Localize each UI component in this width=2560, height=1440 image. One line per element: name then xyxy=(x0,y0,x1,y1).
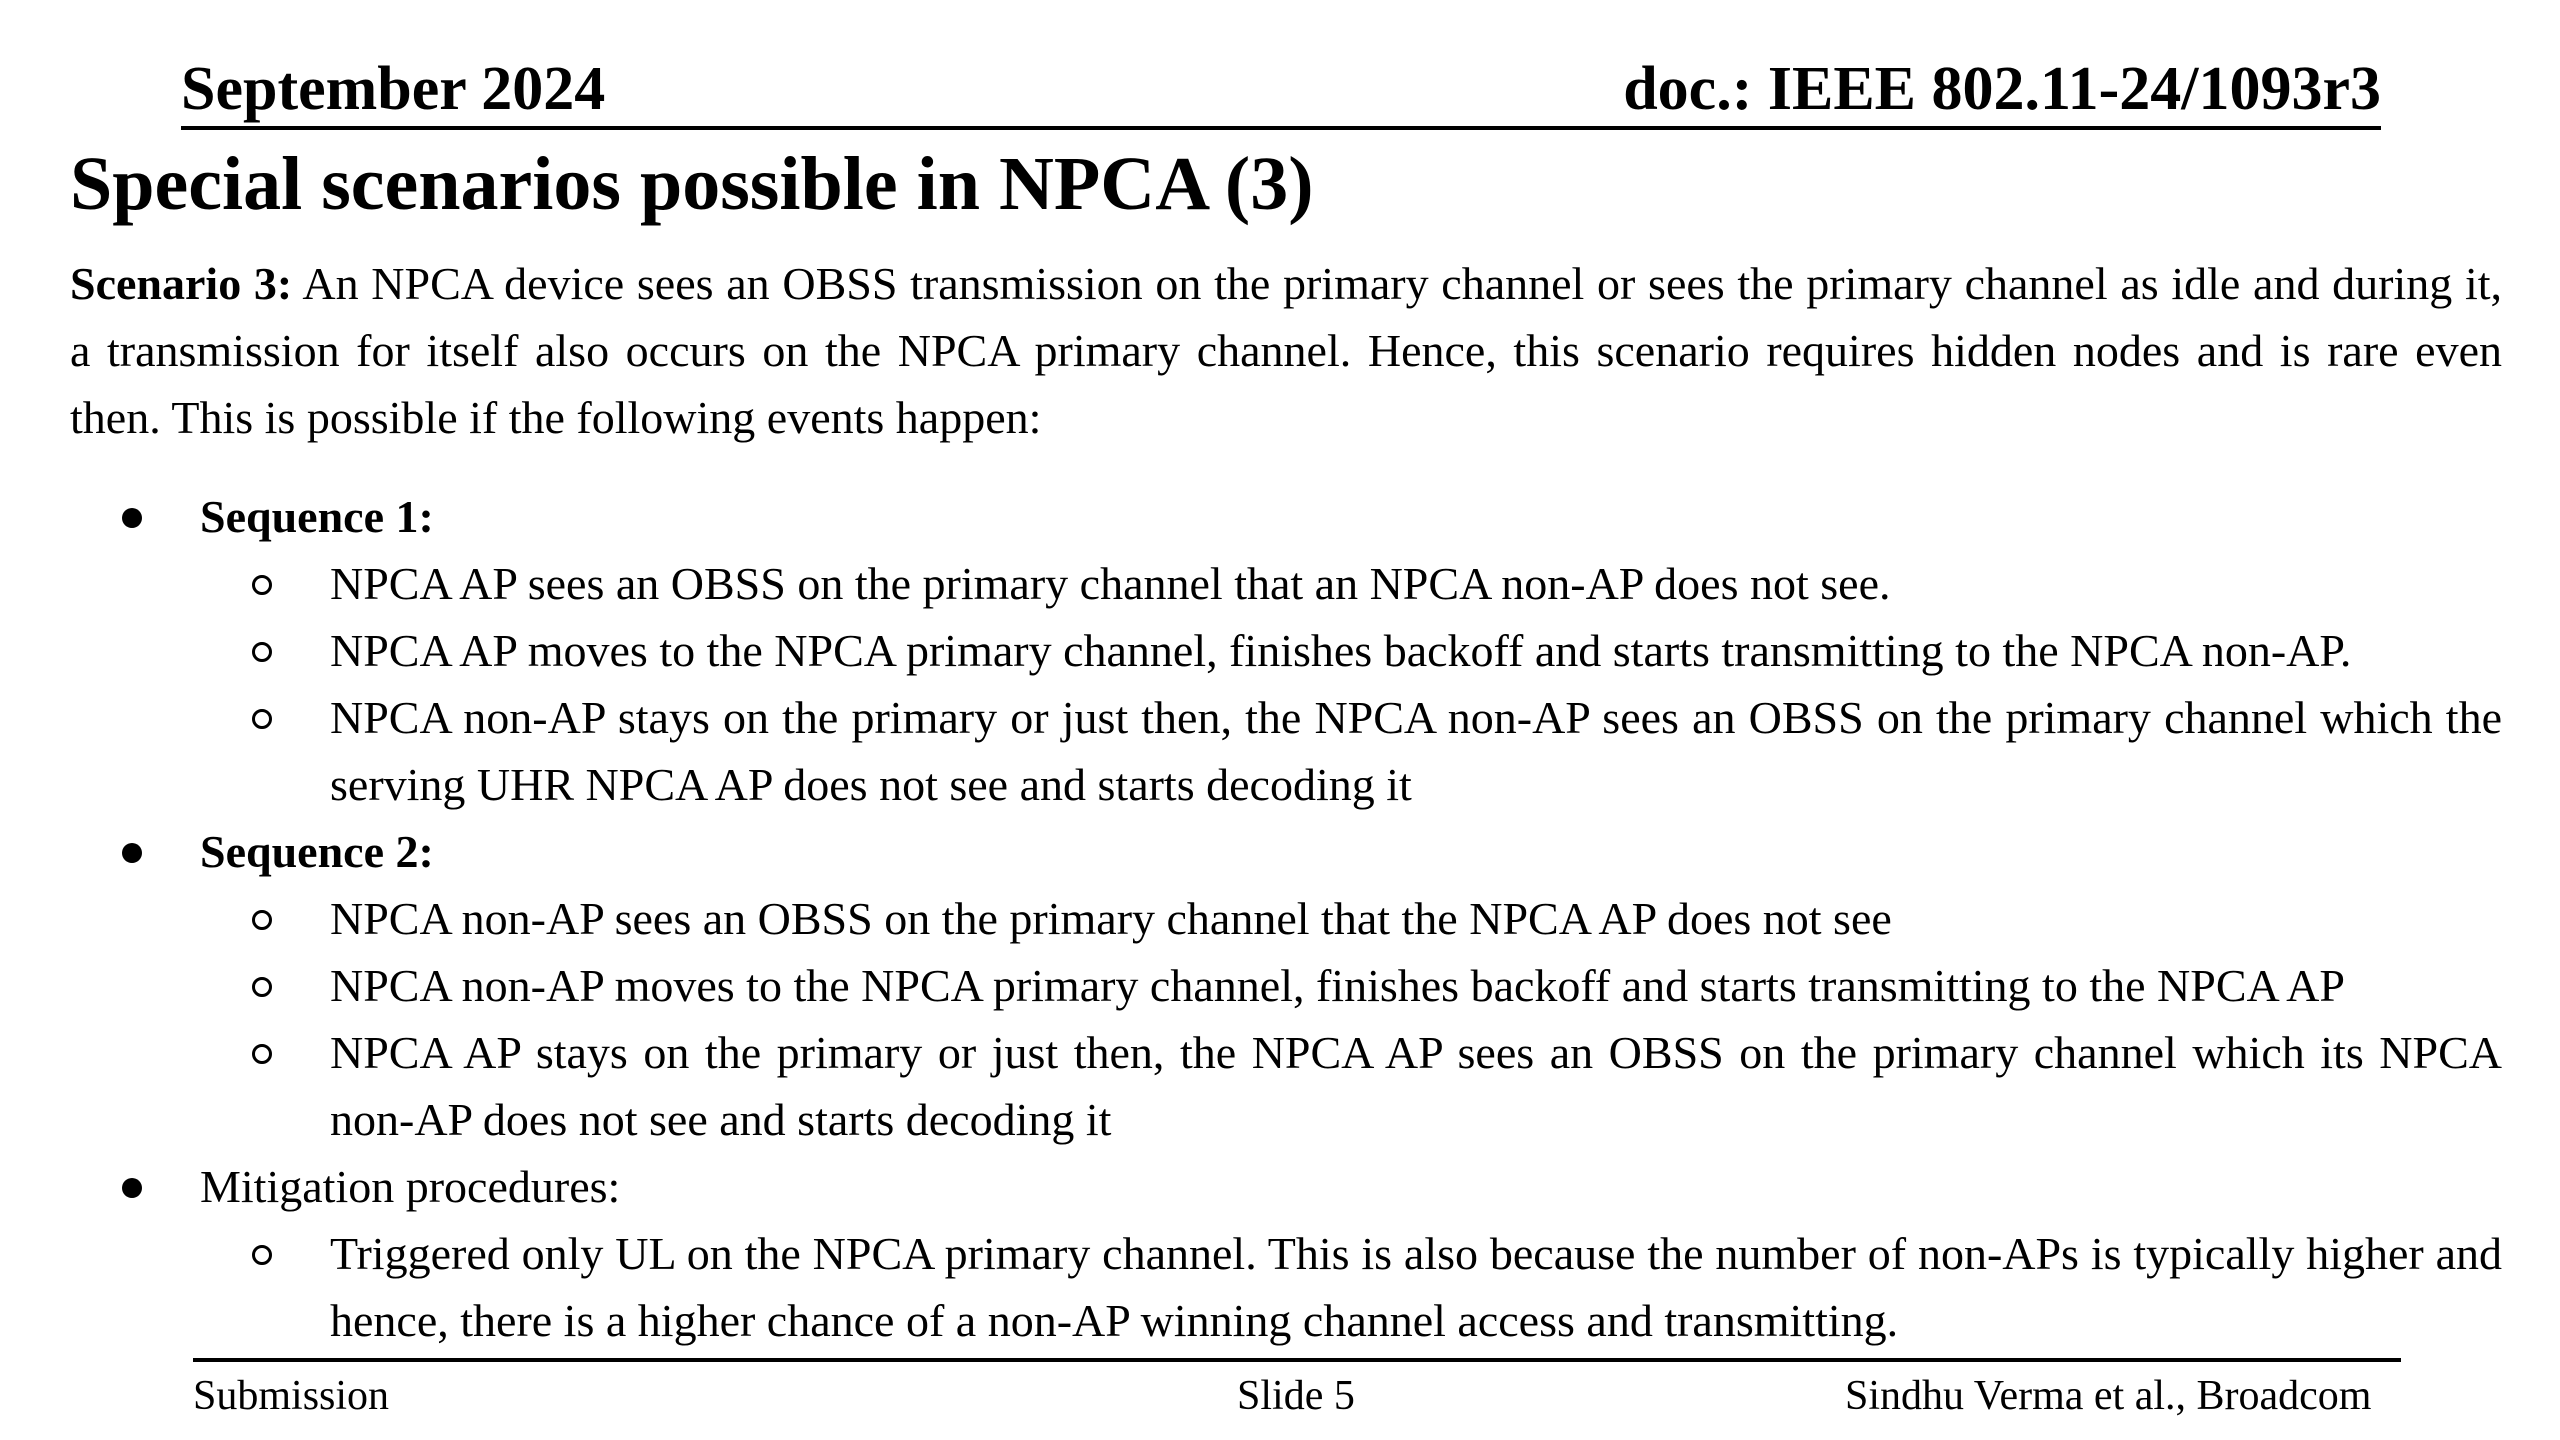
list-item xyxy=(70,684,2502,818)
sub-item-text: NPCA AP sees an OBSS on the primary channel that an NPCA non-AP does not see. xyxy=(330,558,1891,609)
slide-title: Special scenarios possible in NPCA (3) xyxy=(70,142,1314,226)
list-item xyxy=(70,550,2502,617)
header-date: September 2024 xyxy=(181,55,606,123)
sub-item-text: NPCA non-AP moves to the NPCA primary channel, finishes backoff and starts transmitting to the NPCA AP xyxy=(330,960,2345,1011)
section-label-sequence-2: Sequence 2: xyxy=(200,826,434,877)
list-item xyxy=(70,1019,2502,1153)
footer-author: Sindhu Verma et al., Broadcom xyxy=(1845,1373,2372,1419)
filled-bullet-icon xyxy=(112,1153,152,1220)
hollow-bullet-icon xyxy=(242,952,282,1019)
footer-submission: Submission xyxy=(193,1373,390,1419)
list-item xyxy=(70,952,2502,1019)
slide-header xyxy=(181,52,2381,130)
list-item xyxy=(70,885,2502,952)
hollow-bullet-icon xyxy=(242,1220,282,1287)
hollow-bullet-icon xyxy=(242,550,282,617)
sub-item-text: NPCA AP moves to the NPCA primary channel, finishes backoff and starts transmitting to the NPCA non-AP. xyxy=(330,625,2352,676)
sub-item-text: Triggered only UL on the NPCA primary channel. This is also because the number of non-APs is typically higher and hence, there is a higher chance of a non-AP winning channel access and transmitting. xyxy=(330,1228,2502,1346)
list-item xyxy=(70,483,2502,550)
hollow-bullet-icon xyxy=(242,1019,282,1086)
scenario-text: An NPCA device sees an OBSS transmission on the primary channel or sees the primary channel as idle and during it, a transmission for itself also occurs on the NPCA primary channel. Hence, this scenario requires hidden nodes and is rare even then. This is possible if the following events happen: xyxy=(70,258,2502,443)
filled-bullet-icon xyxy=(112,818,152,885)
footer-divider xyxy=(193,1358,2401,1362)
scenario-label: Scenario 3: xyxy=(70,258,293,309)
sub-item-text: NPCA AP stays on the primary or just then, the NPCA AP sees an OBSS on the primary channel which its NPCA non-AP does not see and starts decoding it xyxy=(330,1027,2502,1145)
filled-bullet-icon xyxy=(112,483,152,550)
hollow-bullet-icon xyxy=(242,684,282,751)
section-label-sequence-1: Sequence 1: xyxy=(200,491,434,542)
hollow-bullet-icon xyxy=(242,885,282,952)
list-item xyxy=(70,617,2502,684)
section-label-mitigation: Mitigation procedures: xyxy=(200,1161,621,1212)
sub-item-text: NPCA non-AP sees an OBSS on the primary channel that the NPCA AP does not see xyxy=(330,893,1892,944)
header-doc-id: doc.: IEEE 802.11-24/1093r3 xyxy=(1623,55,2381,123)
scenario-intro xyxy=(70,250,2502,451)
bullet-list xyxy=(70,483,2502,1354)
sub-item-text: NPCA non-AP stays on the primary or just then, the NPCA non-AP sees an OBSS on the primary channel which the serving UHR NPCA AP does not see and starts decoding it xyxy=(330,692,2502,810)
footer-slide-number: Slide 5 xyxy=(1237,1373,1355,1419)
hollow-bullet-icon xyxy=(242,617,282,684)
list-item xyxy=(70,818,2502,885)
list-item xyxy=(70,1153,2502,1220)
list-item xyxy=(70,1220,2502,1354)
